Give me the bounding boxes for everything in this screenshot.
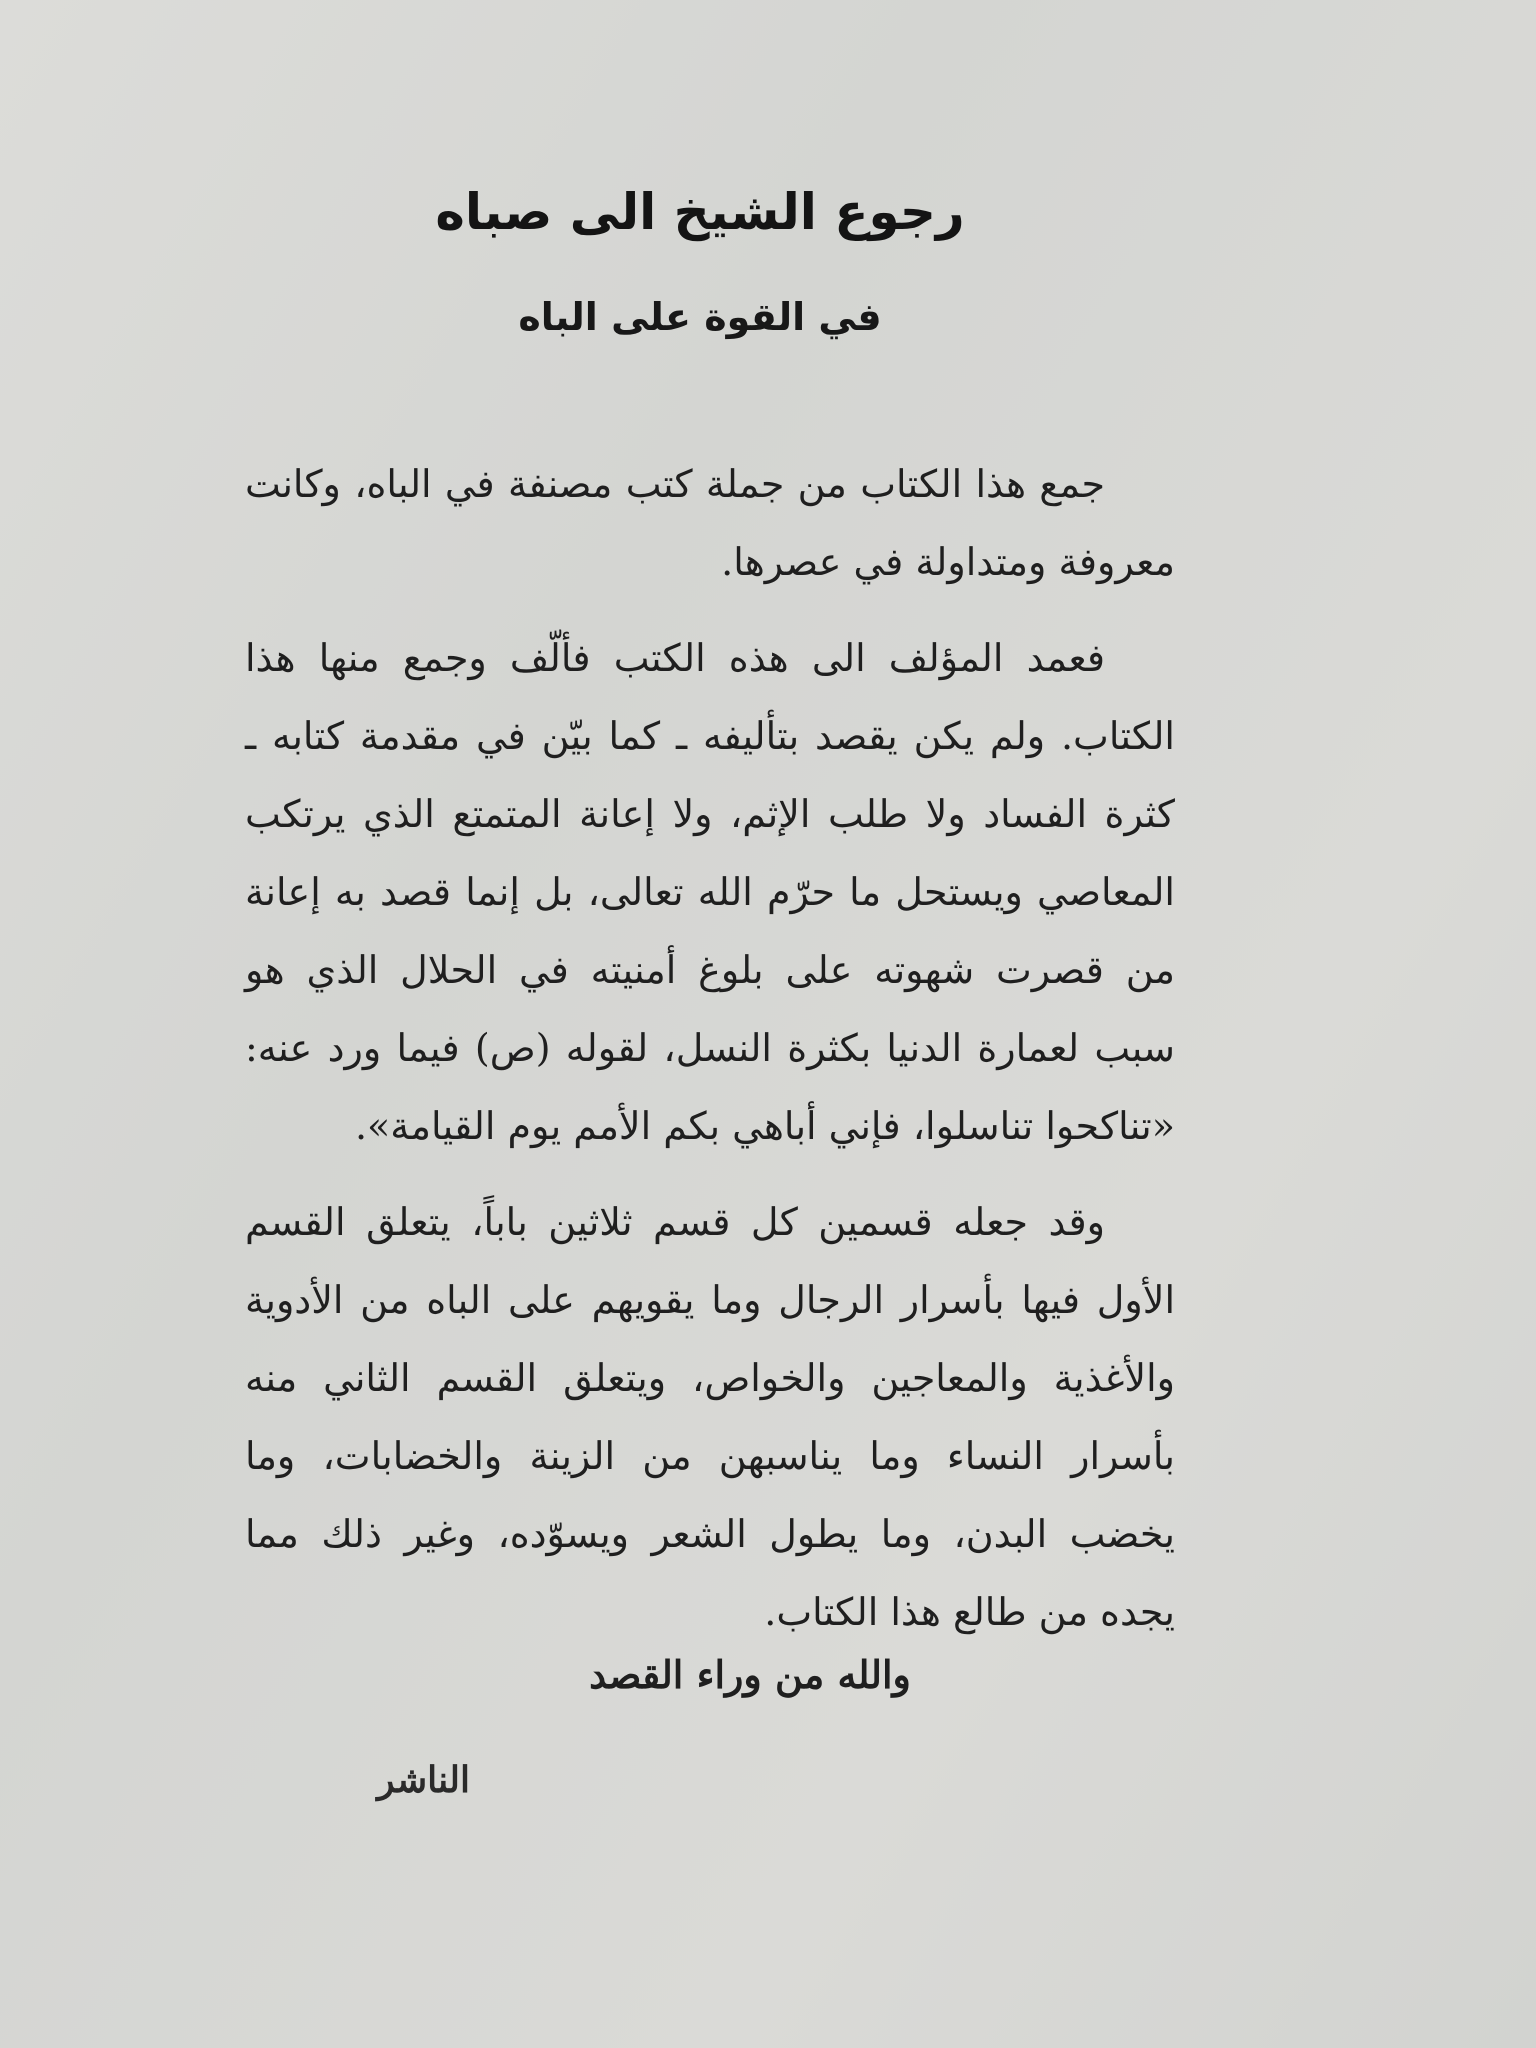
paragraph-3: وقد جعله قسمين كل قسم ثلاثين باباً، يتعلق القسم الأول فيها بأسرار الرجال وما يقويهم على الباه من الأدوية والأغذية والمعاجين والخواص، ويتعلق القسم الثاني منه بأسرار النساء وما يناسبهن من الزينة والخضابات، وما يخضب البدن، وما يطول الشعر ويسوّده، وغير ذلك مما يجده من طالع هذا الكتاب.	[245, 1200, 1175, 1634]
body-text	[245, 445, 1175, 1669]
paragraph-1: جمع هذا الكتاب من جملة كتب مصنفة في الباه، وكانت معروفة ومتداولة في عصرها.	[245, 462, 1175, 584]
closing-line: والله من وراء القصد	[589, 1652, 911, 1697]
page-subtitle: في القوة على الباه	[518, 295, 882, 339]
paragraph-2: فعمد المؤلف الى هذه الكتب فألّف وجمع منها هذا الكتاب. ولم يكن يقصد بتأليفه ـ كما بيّن في مقدمة كتابه ـ كثرة الفساد ولا طلب الإثم، ولا إعانة المتمتع الذي يرتكب المعاصي ويستحل ما حرّم الله تعالى، بل إنما قصد به إعانة من قصرت شهوته على بلوغ أمنيته في الحلال الذي هو سبب لعمارة الدنيا بكثرة النسل، لقوله (ص) فيما ورد عنه: «تناكحوا تناسلوا، فإني أباهي بكم الأمم يوم القيامة».	[245, 636, 1175, 1148]
publisher-signature: الناشر	[377, 1759, 470, 1801]
page-title: رجوع الشيخ الى صباه	[435, 183, 965, 241]
